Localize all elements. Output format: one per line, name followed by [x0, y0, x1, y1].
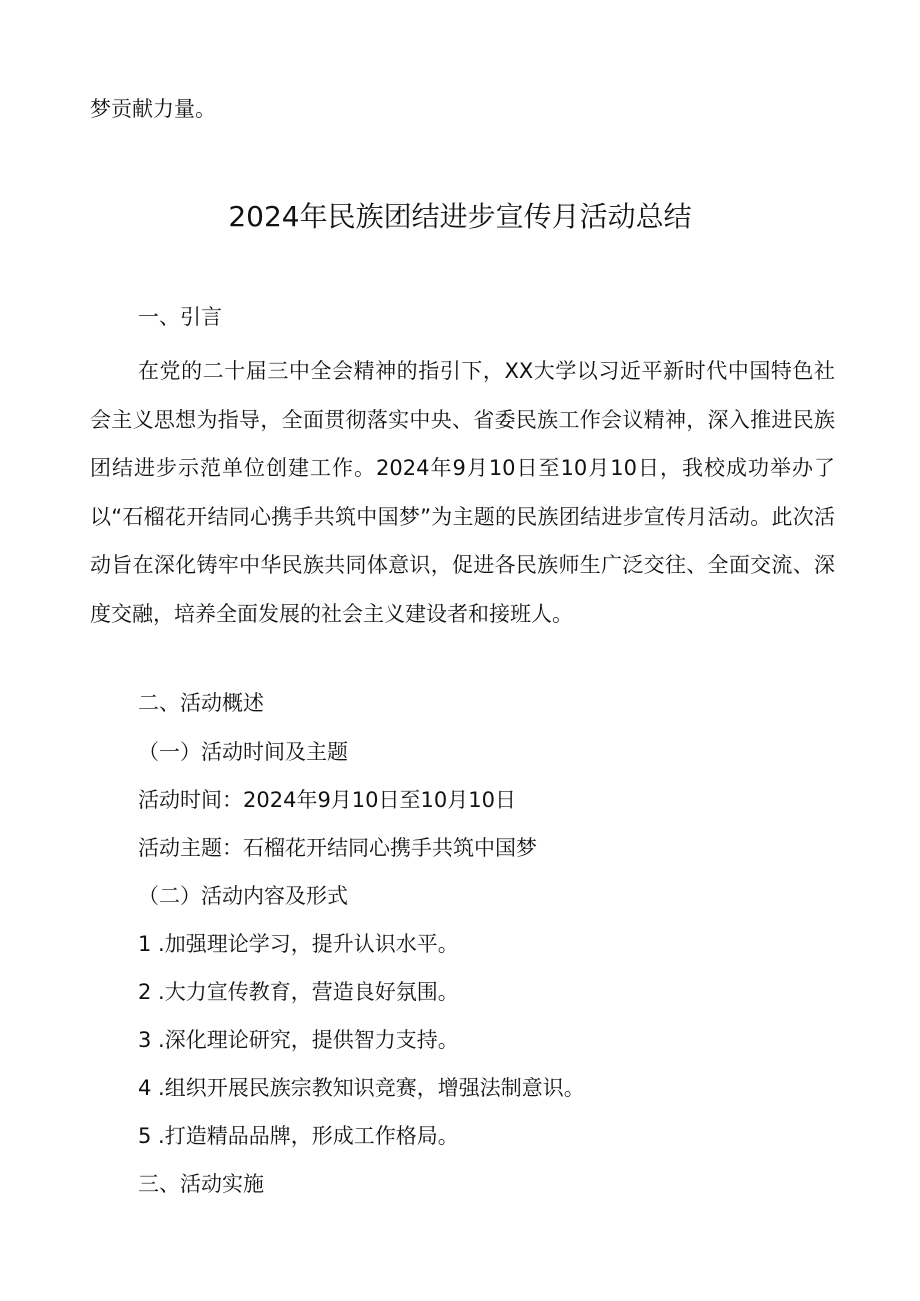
list-item: 3 .深化理论研究，提供智力支持。: [138, 1028, 459, 1052]
carryover-text: 梦贡献力量。: [90, 97, 216, 121]
activity-time-line: 活动时间：2024年9月10日至10月10日: [138, 788, 516, 812]
list-item: 2 .大力宣传教育，营造良好氛围。: [138, 980, 459, 1004]
section-heading-overview: 二、活动概述: [138, 691, 264, 715]
intro-paragraph: 在党的二十届三中全会精神的指引下，XX大学以习近平新时代中国特色社会主义思想为指导，全面贯彻落实中央、省委民族工作会议精神，深入推进民族团结进步示范单位创建工作。2024年9月10日至10月10日，我校成功举办了以“石榴花开结同心携手共筑中国梦”为主题的民族团结进步宣传月活动。此次活动旨在深化铸牢中华民族共同体意识，促进各民族师生广泛交往、全面交流、深度交融，培养全面发展的社会主义建设者和接班人。: [90, 359, 835, 626]
subsection-heading-content-form: （二）活动内容及形式: [138, 884, 348, 908]
activity-theme-line: 活动主题：石榴花开结同心携手共筑中国梦: [138, 836, 537, 860]
list-item: 5 .打造精品品牌，形成工作格局。: [138, 1124, 459, 1148]
section-heading-implementation: 三、活动实施: [138, 1172, 264, 1196]
list-item: 4 .组织开展民族宗教知识竞赛，增强法制意识。: [138, 1076, 585, 1100]
document-title: 2024年民族团结进步宣传月活动总结: [228, 200, 692, 233]
section-heading-intro: 一、引言: [138, 305, 222, 329]
list-item: 1 .加强理论学习，提升认识水平。: [138, 932, 459, 956]
subsection-heading-time-theme: （一）活动时间及主题: [138, 740, 348, 764]
